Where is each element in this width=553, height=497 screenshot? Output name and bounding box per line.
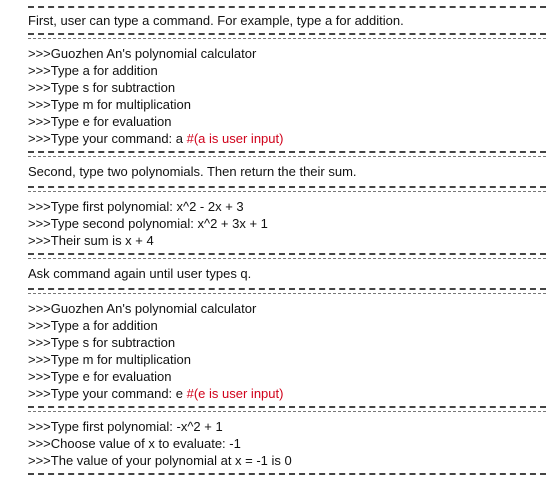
console-block-4 [28,418,546,469]
console-line: >>>Choose value of x to evaluate: -1 [28,436,241,451]
console-line: >>>Guozhen An's polynomial calculator [28,301,257,316]
divider [28,253,546,255]
console-line: >>>Guozhen An's polynomial calculator [28,46,257,61]
console-line: >>>Type a for addition [28,318,158,333]
divider [28,406,546,408]
divider [28,288,546,290]
divider [28,258,546,259]
console-line: >>>Type m for multiplication [28,97,191,112]
command-prefix: >>>Type your command: e [28,386,187,401]
divider [28,151,546,153]
console-line: >>>Type first polynomial: x^2 - 2x + 3 [28,199,244,214]
divider [28,293,546,294]
command-prefix: >>>Type your command: a [28,131,187,146]
console-line: >>>Their sum is x + 4 [28,233,154,248]
divider [28,6,546,8]
command-line [28,385,546,402]
second-text: Second, type two polynomials. Then return the their sum. [28,164,357,179]
console-line: >>>Type second polynomial: x^2 + 3x + 1 [28,216,268,231]
document [28,0,546,475]
console-line: >>>Type s for subtraction [28,335,176,350]
divider [28,411,546,412]
divider [28,191,546,192]
intro-text: First, user can type a command. For example, type a for addition. [28,13,404,28]
command-line [28,130,546,147]
console-line: >>>Type s for subtraction [28,80,176,95]
console-line: >>>Type first polynomial: -x^2 + 1 [28,419,223,434]
console-line: >>>Type m for multiplication [28,352,191,367]
divider [28,33,546,35]
divider [28,186,546,188]
ask-text: Ask command again until user types q. [28,266,252,281]
input-note: #(a is user input) [186,131,284,146]
console-line: >>>Type e for evaluation [28,369,172,384]
divider [28,473,546,475]
console-line: >>>Type a for addition [28,63,158,78]
console-block-2 [28,198,546,249]
input-note: #(e is user input) [186,386,284,401]
console-block-1 [28,45,546,147]
divider [28,156,546,157]
divider [28,38,546,39]
console-line: >>>Type e for evaluation [28,114,172,129]
console-line: >>>The value of your polynomial at x = -1 is 0 [28,453,292,468]
console-block-3 [28,300,546,402]
